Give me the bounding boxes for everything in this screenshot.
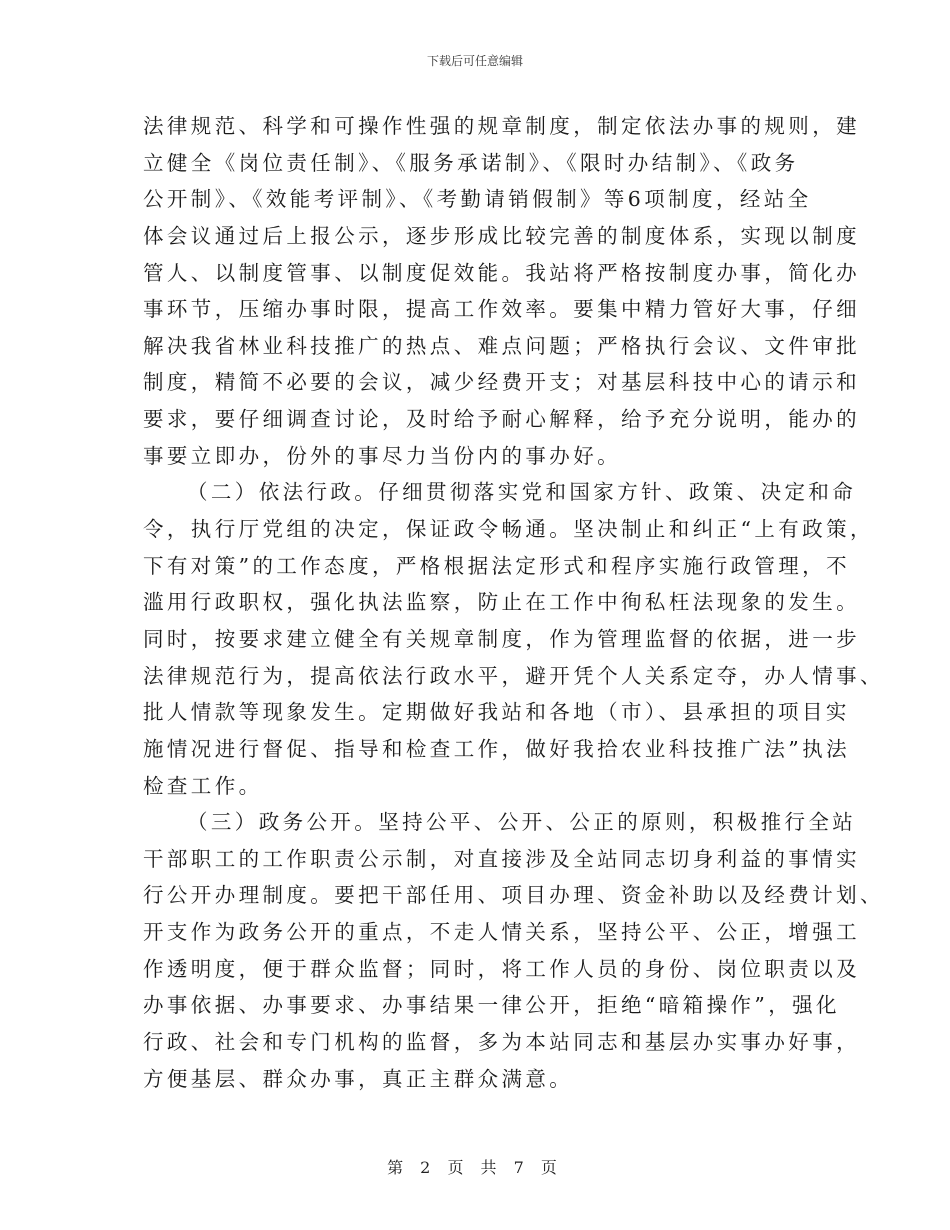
body-line: 办事依据、办事要求、办事结果一律公开，拒绝“暗箱操作”，强化	[143, 993, 840, 1018]
body-line: 滥用行政职权，强化执法监察，防止在工作中徇私枉法现象的发生。	[143, 590, 860, 615]
section-2-heading-line: （二）依法行政。仔细贯彻落实党和国家方针、政策、决定和命	[187, 480, 857, 505]
body-line: 检查工作。	[143, 773, 263, 798]
body-line: 施情况进行督促、指导和检查工作，做好我拾农业科技推广法”执法	[143, 736, 850, 761]
page-header-note: 下载后可任意编辑	[426, 54, 523, 68]
body-line: 要求，要仔细调查讨论，及时给予耐心解释，给予充分说明，能办的	[143, 407, 860, 432]
body-line: 批人情款等现象发生。定期做好我站和各地（市）、县承担的项目实	[143, 700, 850, 725]
body-line: 令，执行厅党组的决定，保证政令畅通。坚决制止和纠正“上有政策，	[143, 517, 874, 542]
body-line: 制度，精简不必要的会议，减少经费开支；对基层科技中心的请示和	[143, 370, 860, 395]
body-line: 干部职工的工作职责公示制，对直接涉及全站同志切身利益的事情实	[143, 846, 860, 871]
body-line: 下有对策”的工作态度，严格根据法定形式和程序实施行政管理，不	[143, 553, 850, 578]
body-line: 方便基层、群众办事，真正主群众满意。	[143, 1066, 574, 1091]
body-line: 作透明度，便于群众监督；同时，将工作人员的身份、岗位职责以及	[143, 956, 860, 981]
body-line: 事要立即办，份外的事尽力当份内的事办好。	[143, 443, 621, 468]
body-line: 解决我省林业科技推广的热点、难点问题；严格执行会议、文件审批	[143, 333, 860, 358]
page-number: 第 2 页 共 7 页	[387, 1158, 563, 1177]
body-line: 法律规范行为，提高依法行政水平，避开凭个人关系定夺，办人情事、	[143, 663, 884, 688]
body-line: 公开制》、《效能考评制》、《考勤请销假制》等6项制度，经站全	[143, 187, 812, 212]
body-line: 开支作为政务公开的重点，不走人情关系，坚持公平、公正，增强工	[143, 920, 860, 945]
body-line: 事环节，压缩办事时限，提高工作效率。要集中精力管好大事，仔细	[143, 297, 860, 322]
body-line: 行公开办理制度。要把干部任用、项目办理、资金补助以及经费计划、	[143, 883, 884, 908]
document-body	[143, 108, 884, 1097]
body-line: 立健全《岗位责任制》、《服务承诺制》、《限时办结制》、《政务	[143, 150, 799, 175]
body-line: 行政、社会和专门机构的监督，多为本站同志和基层办实事办好事，	[143, 1030, 860, 1055]
body-line: 法律规范、科学和可操作性强的规章制度，制定依法办事的规则，建	[143, 114, 860, 138]
body-line: 同时，按要求建立健全有关规章制度，作为管理监督的依据，进一步	[143, 626, 860, 651]
section-3-heading-line: （三）政务公开。坚持公平、公开、公正的原则，积极推行全站	[187, 810, 857, 835]
body-line: 管人、以制度管事、以制度促效能。我站将严格按制度办事，简化办	[143, 260, 860, 285]
body-line: 体会议通过后上报公示，逐步形成比较完善的制度体系，实现以制度	[143, 223, 860, 248]
